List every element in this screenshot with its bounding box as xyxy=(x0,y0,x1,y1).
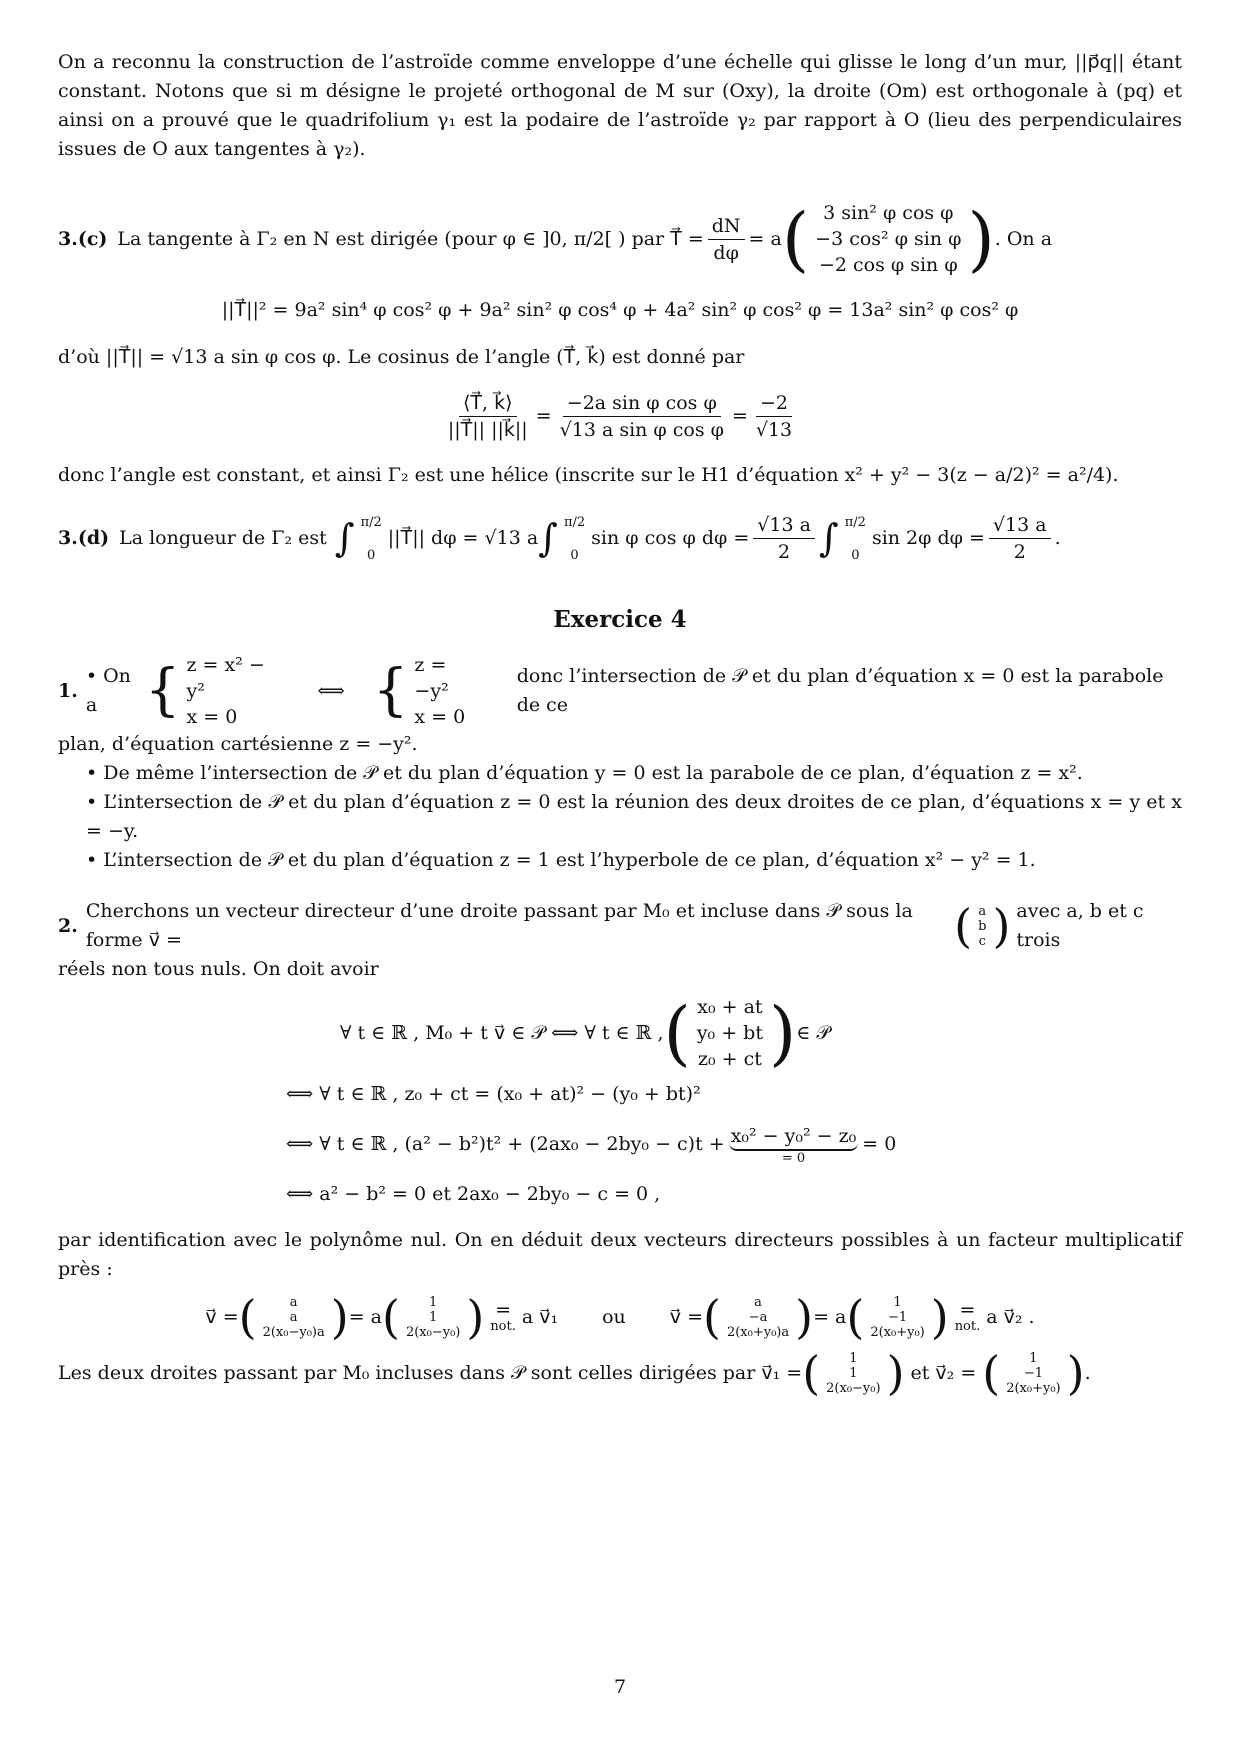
q1-continuation: plan, d’équation cartésienne z = −y². xyxy=(58,733,418,755)
integrand-1: ||T⃗|| dφ = √13 a xyxy=(387,527,539,549)
left-paren: ( xyxy=(238,1290,257,1344)
length-frac-2 xyxy=(989,512,1051,565)
vector-row: a xyxy=(289,1309,298,1325)
intro-paragraph: On a reconnu la construction de l’astroïde comme enveloppe d’une échelle qui glisse le long d’un mur, ||p⃗q|| étant constant. Notons que si m désigne le projeté orthogonal de M sur (Oxy), la droite (Om) est orthogonale à (pq) et ainsi on a prouvé que le quadrifolium γ₁ est la podaire de l’astroïde γ₂ par rapport à O (lieu des perpendiculaires issues de O aux tangentes à γ₂). xyxy=(58,51,1182,160)
cosine-equation xyxy=(58,390,1182,443)
line1-right: ∈ 𝒫 xyxy=(796,1021,831,1044)
av2: a v⃗₂ . xyxy=(986,1305,1035,1328)
vector-row: a xyxy=(754,1294,762,1310)
ou: ou xyxy=(602,1305,626,1328)
system-1 xyxy=(180,652,289,730)
v2-vector xyxy=(1000,1351,1066,1396)
upper-bound: π/2 xyxy=(844,514,866,530)
notation-eq xyxy=(949,1298,987,1334)
underbrace-term: x₀² − y₀² − z₀ xyxy=(729,1123,859,1151)
integrand-3: sin 2φ dφ = xyxy=(871,527,985,549)
vector-1-full xyxy=(257,1295,331,1340)
line1-left: ∀ t ∈ ℝ , M₀ + t v⃗ ∈ 𝒫 ⟺ ∀ t ∈ ℝ , xyxy=(340,1021,664,1044)
cos-frac-1 xyxy=(444,390,532,443)
q1-bullet: • L’intersection de 𝒫 et du plan d’équation z = 0 est la réunion des deux droites de ce plan, d’équations x = y et x = −y. xyxy=(86,791,1182,842)
upper-bound: π/2 xyxy=(563,514,586,530)
vector-row: z₀ + ct xyxy=(697,1048,762,1070)
vector-row: 1 xyxy=(849,1350,858,1366)
eq-a: = a xyxy=(813,1305,847,1328)
vector-row: 2(x₀+y₀) xyxy=(1006,1380,1061,1396)
v-eq: v⃗ = xyxy=(669,1305,704,1328)
vector-row: 3 sin² φ cos φ xyxy=(823,202,954,224)
q3d-label: 3.(d) xyxy=(58,527,110,549)
frac-num: −2 xyxy=(756,390,792,417)
av1: a v⃗₁ xyxy=(521,1305,559,1328)
not-equals: = xyxy=(959,1298,976,1321)
q1-bullet: • L’intersection de 𝒫 et du plan d’équation z = 1 est l’hyperbole de ce plan, d’équation x² − y² = 1. xyxy=(86,849,1036,871)
q2-label: 2. xyxy=(58,914,78,937)
vector-row: −2 cos φ sin φ xyxy=(818,254,958,276)
upper-bound: π/2 xyxy=(360,514,382,530)
vector-abc xyxy=(972,904,992,949)
integral-bounds xyxy=(839,515,872,563)
length-frac-1 xyxy=(753,512,815,565)
exercise-title: Exercice 4 xyxy=(553,606,687,633)
q1-bullet: • De même l’intersection de 𝒫 et du plan d’équation y = 0 est la parabole de ce plan, d’équation z = x². xyxy=(86,762,1083,784)
frac-den: ||T⃗|| ||k⃗|| xyxy=(447,419,528,441)
integral-bounds xyxy=(355,515,388,563)
integrand-2: sin φ cos φ dφ = xyxy=(591,527,750,549)
right-paren: ) xyxy=(967,198,995,280)
left-paren: ( xyxy=(781,198,810,280)
notation-eq xyxy=(484,1298,522,1334)
derivation-line-2: ⟺ ∀ t ∈ ℝ , z₀ + ct = (x₀ + at)² − (y₀ + bt)² xyxy=(286,1082,701,1105)
system-row: x = 0 xyxy=(414,706,466,728)
integral-sign: ∫ xyxy=(818,516,839,560)
vector-row: 1 xyxy=(1029,1350,1038,1366)
q3c-tangent-line xyxy=(58,200,1182,278)
equals-sign: = xyxy=(731,405,748,427)
tangent-vector xyxy=(809,200,967,278)
derivation-line-3 xyxy=(286,1116,1182,1172)
final-line xyxy=(58,1346,1182,1400)
q3c-text-before: La tangente à Γ₂ en N est dirigée (pour φ ∈ ]0, π/2[ ) par T⃗ = xyxy=(117,227,704,250)
q2-intro-b: avec a, b et c trois xyxy=(1016,900,1144,951)
left-paren: ( xyxy=(663,992,691,1074)
vector-row: x₀ + at xyxy=(697,996,763,1018)
vector-row: −1 xyxy=(887,1309,908,1325)
not-label: not. xyxy=(954,1318,981,1334)
vector-row: 1 xyxy=(429,1294,438,1310)
right-paren: ) xyxy=(1066,1346,1085,1400)
cos-frac-2 xyxy=(556,390,728,443)
dN-dphi-fraction xyxy=(708,213,745,266)
vector-row: b xyxy=(978,918,987,934)
left-paren: ( xyxy=(954,899,973,953)
final-end: . xyxy=(1084,1361,1091,1384)
integral-sign: ∫ xyxy=(538,516,558,560)
q2-intro-c: réels non tous nuls. On doit avoir xyxy=(58,958,379,980)
page-content xyxy=(58,48,1182,1400)
point-vector xyxy=(691,994,769,1072)
derivation-line-4: ⟺ a² − b² = 0 et 2ax₀ − 2by₀ − c = 0 , xyxy=(286,1182,661,1205)
integral-bounds xyxy=(558,515,591,563)
q1-on-a: • On a xyxy=(85,665,131,716)
derivation-line-1 xyxy=(288,994,1182,1072)
not-label: not. xyxy=(490,1318,516,1334)
vector-row: 2(x₀−y₀) xyxy=(826,1380,881,1396)
v-eq: v⃗ = xyxy=(205,1305,239,1328)
q3c-label: 3.(c) xyxy=(58,227,108,250)
q1-first-line xyxy=(58,652,1182,730)
left-paren: ( xyxy=(982,1346,1001,1400)
q1-label: 1. xyxy=(58,679,78,702)
system-2 xyxy=(408,652,488,730)
q3c-text-after: . On a xyxy=(994,227,1053,250)
vector-row: 2(x₀−y₀)a xyxy=(262,1324,325,1340)
left-paren: ( xyxy=(382,1290,400,1344)
vector-row: −a xyxy=(748,1309,768,1325)
vector-2-full xyxy=(721,1295,795,1340)
underbrace-group xyxy=(725,1123,863,1166)
direction-vectors-line xyxy=(58,1290,1182,1344)
left-paren: ( xyxy=(846,1290,865,1344)
q2-intro-a: Cherchons un vecteur directeur d’une droite passant par M₀ et incluse dans 𝒫 sous la forme v⃗ = xyxy=(85,900,913,951)
vector-row: c xyxy=(978,933,986,949)
right-paren: ) xyxy=(795,1290,814,1344)
vector-row: 2(x₀+y₀) xyxy=(870,1324,925,1340)
equiv-sign: ⟺ xyxy=(317,679,345,702)
left-brace: { xyxy=(372,658,409,723)
vector-2-unit xyxy=(864,1295,930,1340)
page-number: 7 xyxy=(613,1676,627,1698)
final-a: Les deux droites passant par M₀ incluses dans 𝒫 sont celles dirigées par v⃗₁ = xyxy=(58,1361,803,1384)
frac-num: −2a sin φ cos φ xyxy=(563,390,721,417)
vector-row: a xyxy=(289,1294,298,1310)
frac-den: 2 xyxy=(1013,541,1026,563)
frac-num: √13 a xyxy=(753,512,815,539)
vector-row: 1 xyxy=(429,1309,438,1325)
left-paren: ( xyxy=(802,1346,821,1400)
integral-sign: ∫ xyxy=(334,516,355,560)
left-brace: { xyxy=(144,658,181,723)
vector-row: 2(x₀+y₀)a xyxy=(726,1324,790,1340)
right-paren: ) xyxy=(992,899,1011,953)
lower-bound: 0 xyxy=(851,547,860,563)
frac-num: dN xyxy=(708,213,745,240)
right-paren: ) xyxy=(886,1346,905,1400)
q2-after: par identification avec le polynôme nul. On en déduit deux vecteurs directeurs possibles à un facteur multiplicatif près : xyxy=(58,1229,1182,1280)
frac-num: ⟨T⃗, k⃗⟩ xyxy=(459,390,517,417)
line3-a: ⟺ ∀ t ∈ ℝ , (a² − b²)t² + (2ax₀ − 2by₀ − c)t + xyxy=(286,1132,725,1155)
vector-1-unit xyxy=(400,1295,466,1340)
frac-den: 2 xyxy=(778,541,791,563)
period: . xyxy=(1054,527,1061,549)
frac-den: dφ xyxy=(713,241,739,264)
frac-den: √13 a sin φ cos φ xyxy=(559,419,724,441)
norm-result: d’où ||T⃗|| = √13 a sin φ cos φ. Le cosinus de l’angle (T⃗, k⃗) est donné par xyxy=(58,346,745,368)
q2-intro-line xyxy=(58,897,1182,955)
line3-b: = 0 xyxy=(862,1132,897,1155)
equals-sign: = xyxy=(535,405,552,427)
lower-bound: 0 xyxy=(570,547,579,563)
frac-num: √13 a xyxy=(989,512,1051,539)
norm-equation: ||T⃗||² = 9a² sin⁴ φ cos² φ + 9a² sin² φ cos⁴ φ + 4a² sin² φ cos² φ = 13a² sin² φ cos² φ xyxy=(221,299,1019,321)
q1-after: donc l’intersection de 𝒫 et du plan d’équation x = 0 est la parabole de ce xyxy=(516,665,1164,716)
system-row: x = 0 xyxy=(186,706,238,728)
left-paren: ( xyxy=(703,1290,721,1344)
cos-frac-3 xyxy=(752,390,796,443)
right-paren: ) xyxy=(466,1290,485,1344)
eq-a: = a xyxy=(348,1305,382,1328)
frac-den: √13 xyxy=(755,419,793,441)
eq-a: = a xyxy=(748,227,782,250)
right-paren: ) xyxy=(768,992,797,1074)
vector-row: 1 xyxy=(893,1294,902,1310)
system-row: z = x² − y² xyxy=(186,654,265,702)
q3d-text: La longueur de Γ₂ est xyxy=(119,527,327,549)
right-paren: ) xyxy=(330,1290,349,1344)
vector-row: y₀ + bt xyxy=(696,1022,763,1044)
vector-row: 1 xyxy=(849,1365,858,1381)
not-equals: = xyxy=(495,1298,512,1321)
final-et: et v⃗₂ = xyxy=(910,1361,977,1384)
vector-row: a xyxy=(978,903,987,919)
helix-conclusion: donc l’angle est constant, et ainsi Γ₂ est une hélice (inscrite sur le H1 d’équation x² + y² − 3(z − a/2)² = a²/4). xyxy=(58,464,1119,486)
vector-row: 2(x₀−y₀) xyxy=(405,1324,461,1340)
right-paren: ) xyxy=(930,1290,949,1344)
q3d-length-line xyxy=(58,512,1182,565)
v1-vector xyxy=(820,1351,886,1396)
underbrace-label: = 0 xyxy=(781,1150,806,1166)
vector-row: −1 xyxy=(1023,1365,1043,1381)
system-row: z = −y² xyxy=(414,654,449,702)
vector-row: −3 cos² φ sin φ xyxy=(815,228,962,250)
lower-bound: 0 xyxy=(367,547,376,563)
